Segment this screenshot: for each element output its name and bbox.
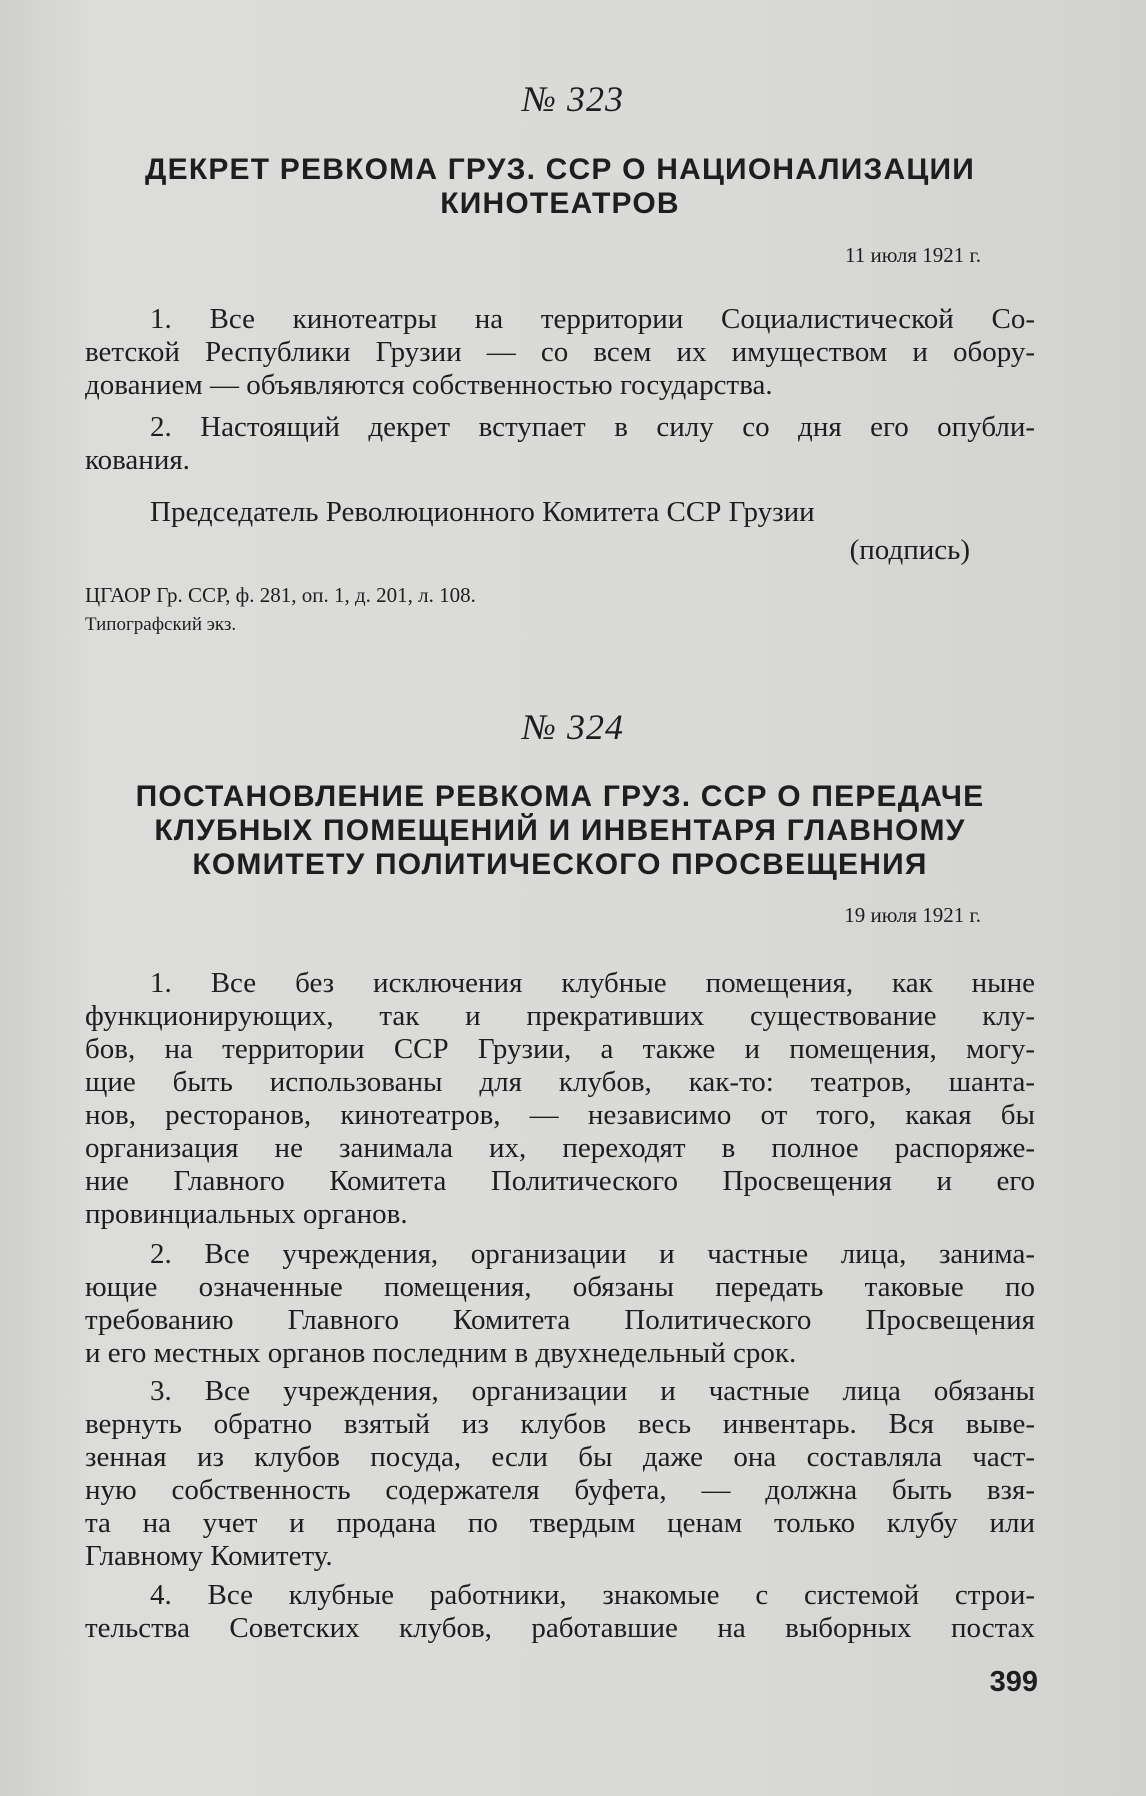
title-line: КОМИТЕТУ ПОЛИТИЧЕСКОГО ПРОСВЕЩЕНИЯ <box>192 848 928 881</box>
text-line: ющие означенные помещения, обязаны передать таковые по <box>85 1271 1035 1303</box>
text-line: 2. Все учреждения, организации и частные лица, занима- <box>150 1238 1035 1270</box>
title-line: КИНОТЕАТРОВ <box>440 187 680 220</box>
text-line: ветской Республики Грузии — со всем их имуществом и обору- <box>85 336 1035 368</box>
page-number: 399 <box>989 1666 1038 1698</box>
text-line: вернуть обратно взятый из клубов весь инвентарь. Вся выве- <box>85 1408 1035 1440</box>
text-line: нов, ресторанов, кинотеатров, — независимо от того, какая бы <box>85 1099 1035 1131</box>
text-line: ную собственность содержателя буфета, — должна быть взя- <box>85 1474 1035 1506</box>
signature-text: Председатель Революционного Комитета ССР Грузии <box>150 496 815 528</box>
text-line: кования. <box>85 444 190 476</box>
doc-323-paragraph-1 <box>85 303 1035 402</box>
text-line: та на учет и продана по твердым ценам только клубу или <box>85 1507 1035 1539</box>
text-line: и его местных органов последним в двухнедельный срок. <box>85 1337 797 1369</box>
doc-324-date: 19 июля 1921 г. <box>844 903 981 927</box>
text-line: 1. Все кинотеатры на территории Социалистической Со- <box>150 303 1035 335</box>
doc-324-paragraph-4 <box>85 1579 1035 1645</box>
text-line: Главному Комитету. <box>85 1540 333 1572</box>
doc-324-paragraph-3 <box>85 1375 1035 1573</box>
text-line: зенная из клубов посуда, если бы даже она составляла част- <box>85 1441 1035 1473</box>
doc-323-source <box>85 580 476 640</box>
text-line: 2. Настоящий декрет вступает в силу со дня его опубли- <box>150 411 1035 443</box>
doc-323-number: № 323 <box>522 79 624 119</box>
text-line: тельства Советских клубов, работавшие на выборных постах <box>85 1612 1035 1644</box>
text-line: провинциальных органов. <box>85 1198 408 1230</box>
text-line: 1. Все без исключения клубные помещения, как ныне <box>150 967 1035 999</box>
doc-323-paragraph-2 <box>85 411 1035 477</box>
text-line: щие быть использованы для клубов, как-то: театров, шанта- <box>85 1066 1035 1098</box>
doc-324-paragraph-2 <box>85 1238 1035 1370</box>
doc-323-signature <box>150 493 970 569</box>
title-line: ДЕКРЕТ РЕВКОМА ГРУЗ. ССР О НАЦИОНАЛИЗАЦИИ <box>145 153 975 186</box>
text-line: 4. Все клубные работники, знакомые с системой строи- <box>150 1579 1035 1611</box>
signature-note: (подпись) <box>849 534 970 566</box>
copy-type: Типографский экз. <box>85 614 237 635</box>
text-line: 3. Все учреждения, организации и частные лица обязаны <box>150 1375 1035 1407</box>
archive-reference: ЦГАОР Гр. ССР, ф. 281, оп. 1, д. 201, л. 108. <box>85 583 476 607</box>
doc-323-title <box>85 153 1035 221</box>
doc-324-title <box>85 780 1035 882</box>
text-line: ние Главного Комитета Политического Просвещения и его <box>85 1165 1035 1197</box>
doc-324-paragraph-1 <box>85 967 1035 1231</box>
text-line: требованию Главного Комитета Политического Просвещения <box>85 1304 1035 1336</box>
text-line: дованием — объявляются собственностью государства. <box>85 369 773 401</box>
text-line: организация не занимала их, переходят в полное распоряже- <box>85 1132 1035 1164</box>
text-line: бов, на территории ССР Грузии, а также и помещения, могу- <box>85 1033 1035 1065</box>
text-line: функционирующих, так и прекративших существование клу- <box>85 1000 1035 1032</box>
doc-324-number: № 324 <box>522 707 624 747</box>
title-line: ПОСТАНОВЛЕНИЕ РЕВКОМА ГРУЗ. ССР О ПЕРЕДАЧЕ <box>135 780 985 813</box>
doc-323-date: 11 июля 1921 г. <box>844 243 981 267</box>
title-line: КЛУБНЫХ ПОМЕЩЕНИЙ И ИНВЕНТАРЯ ГЛАВНОМУ <box>154 814 966 847</box>
